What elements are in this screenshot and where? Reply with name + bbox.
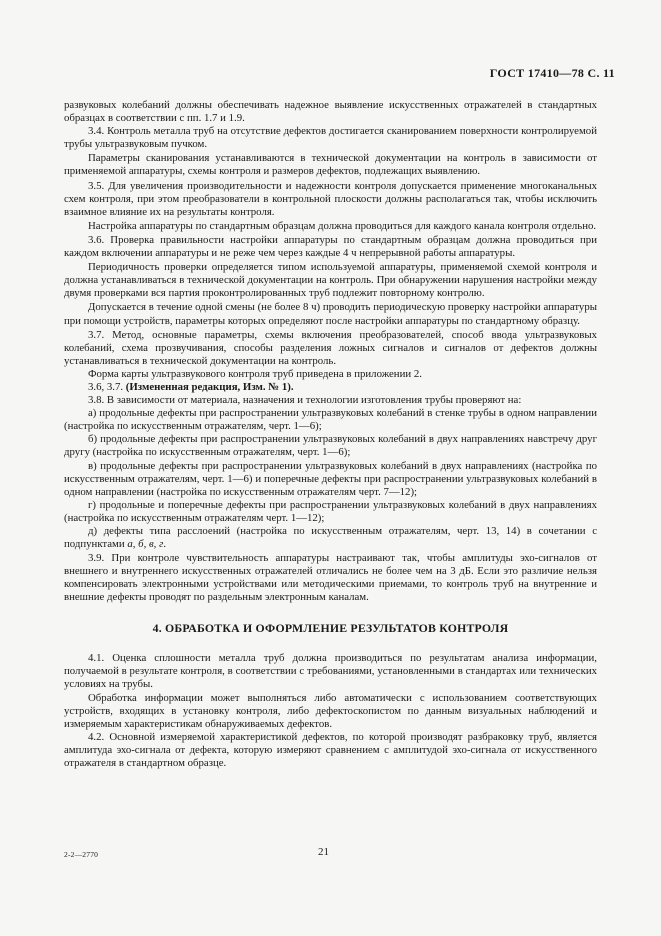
page-header: ГОСТ 17410—78 С. 11	[489, 66, 615, 80]
paragraph: 3.6. Проверка правильности настройки аппаратуры по стандартным образцам должна проводиться при каждом включении аппаратуры и не реже чем через каждые 4 ч непрерывной работы аппаратуры.	[64, 233, 597, 260]
print-code: 2-2—2770	[64, 850, 99, 859]
paragraph: Периодичность проверки определяется типом используемой аппаратуры, применяемой схемой контроля и должна устанавливаться в технической документации на контроль. При обнаружении нарушения настройки между двумя проверками вся партия проконтролированных труб подлежит повторному контролю.	[64, 261, 597, 300]
paragraph: Допускается в течение одной смены (не более 8 ч) проводить периодическую проверку настройки аппаратуры при помощи устройств, параметры которых определяют после настройки аппаратуры по стандартному образцу.	[64, 301, 597, 327]
list-item-end: .	[163, 538, 167, 551]
section-title: 4. ОБРАБОТКА И ОФОРМЛЕНИЕ РЕЗУЛЬТАТОВ КОНТРОЛЯ	[152, 620, 509, 635]
edition-note-bold: (Измененная редакция, Изм. № 1).	[125, 380, 294, 393]
list-item-text: д) дефекты типа расслоений (настройка по искусственным отражателям, черт. 13, 14) в сочетании с подпунктами	[64, 525, 597, 551]
paragraph: Форма карты ультразвукового контроля труб приведена в приложении 2.	[88, 367, 422, 380]
page-number: 21	[318, 846, 329, 858]
list-item: г) продольные и поперечные дефекты при распространении ультразвуковых колебаний в двух направлениях (настройка по искусственным отражателям черт. 1—12);	[64, 498, 597, 524]
paragraph: Обработка информации может выполняться либо автоматически с использованием соответствующих устройств, входящих в установку контроля, либо дефектоскопистом по данным визуальных наблюдений и измеряемым характеристикам обнаруживаемых дефектов.	[64, 691, 597, 731]
paragraph: 4.1. Оценка сплошности металла труб должна производиться по результатам анализа информации, получаемой в результате контроля, в соответствии с требованиями, установленными в стандартах или технических условиях на трубы.	[64, 651, 597, 690]
paragraph: 3.4. Контроль металла труб на отсутствие дефектов достигается сканированием поверхности контролируемой трубы ультразвуковым пучком.	[64, 125, 597, 151]
list-item	[64, 525, 597, 551]
edition-note	[64, 381, 597, 394]
paragraph: развуковых колебаний должны обеспечивать надежное выявление искусственных отражателей в стандартных образцах в соответствии с пп. 1.7 и 1.9.	[64, 99, 597, 125]
paragraph: 3.5. Для увеличения производительности и надежности контроля допускается применение многоканальных схем контроля, при этом преобразователи в контрольной плоскости должны располагаться так, чтобы исключить взаимное влияние их на результаты контроля.	[64, 179, 597, 218]
list-item: в) продольные дефекты при распространении ультразвуковых колебаний в двух направлениях (настройка по искусственным отражателям, черт. 1—6) и поперечные дефекты при распространении ультразвуковых колебаний в одном направлении (настройка по искусственным отражателям черт. 7—12);	[64, 459, 597, 498]
edition-note-prefix: 3.6, 3.7.	[88, 380, 126, 393]
paragraph: Настройка аппаратуры по стандартным образцам должна проводиться для каждого канала контроля отдельно.	[88, 219, 597, 232]
paragraph: 4.2. Основной измеряемой характеристикой дефектов, по которой производят разбраковку труб, является амплитуда эхо-сигнала от дефекта, которую измеряют сравнением с амплитудой эхо-сигнала от искусственного отражателя в стандартном образце.	[64, 731, 597, 770]
paragraph: 3.7. Метод, основные параметры, схемы включения преобразователей, способ ввода ультразвуковых колебаний, схема прозвучивания, способы разделения ложных сигналов и сигналов от дефектов должны устанавливаться в технической документации на контроль.	[64, 328, 597, 367]
list-item-italic: а, б, в, г	[127, 538, 164, 551]
paragraph: Параметры сканирования устанавливаются в технической документации на контроль в зависимости от применяемой аппаратуры, схемы контроля и размеров дефектов, подлежащих выявлению.	[64, 152, 597, 178]
document-body	[64, 99, 597, 771]
list-intro: 3.8. В зависимости от материала, назначения и технологии изготовления трубы проверяют на:	[88, 394, 522, 407]
list-item: а) продольные дефекты при распространении ультразвуковых колебаний в стенке трубы в одном направлении (настройка по искусственным отражателям, черт. 1—6);	[64, 407, 597, 433]
paragraph: 3.9. При контроле чувствительность аппаратуры настраивают так, чтобы амплитуды эхо-сигналов от внешнего и внутреннего искусственных отражателей отличались не более чем на 3 дБ. Если это различие нельзя компенсировать электронными устройствами или методическими приемами, то контроль труб на внутренние и внешние дефекты проводят по раздельным электронным каналам.	[64, 552, 597, 604]
list-item: б) продольные дефекты при распространении ультразвуковых колебаний в двух направлениях навстречу друг другу (настройка по искусственным отражателям, черт. 1—6);	[64, 433, 597, 459]
